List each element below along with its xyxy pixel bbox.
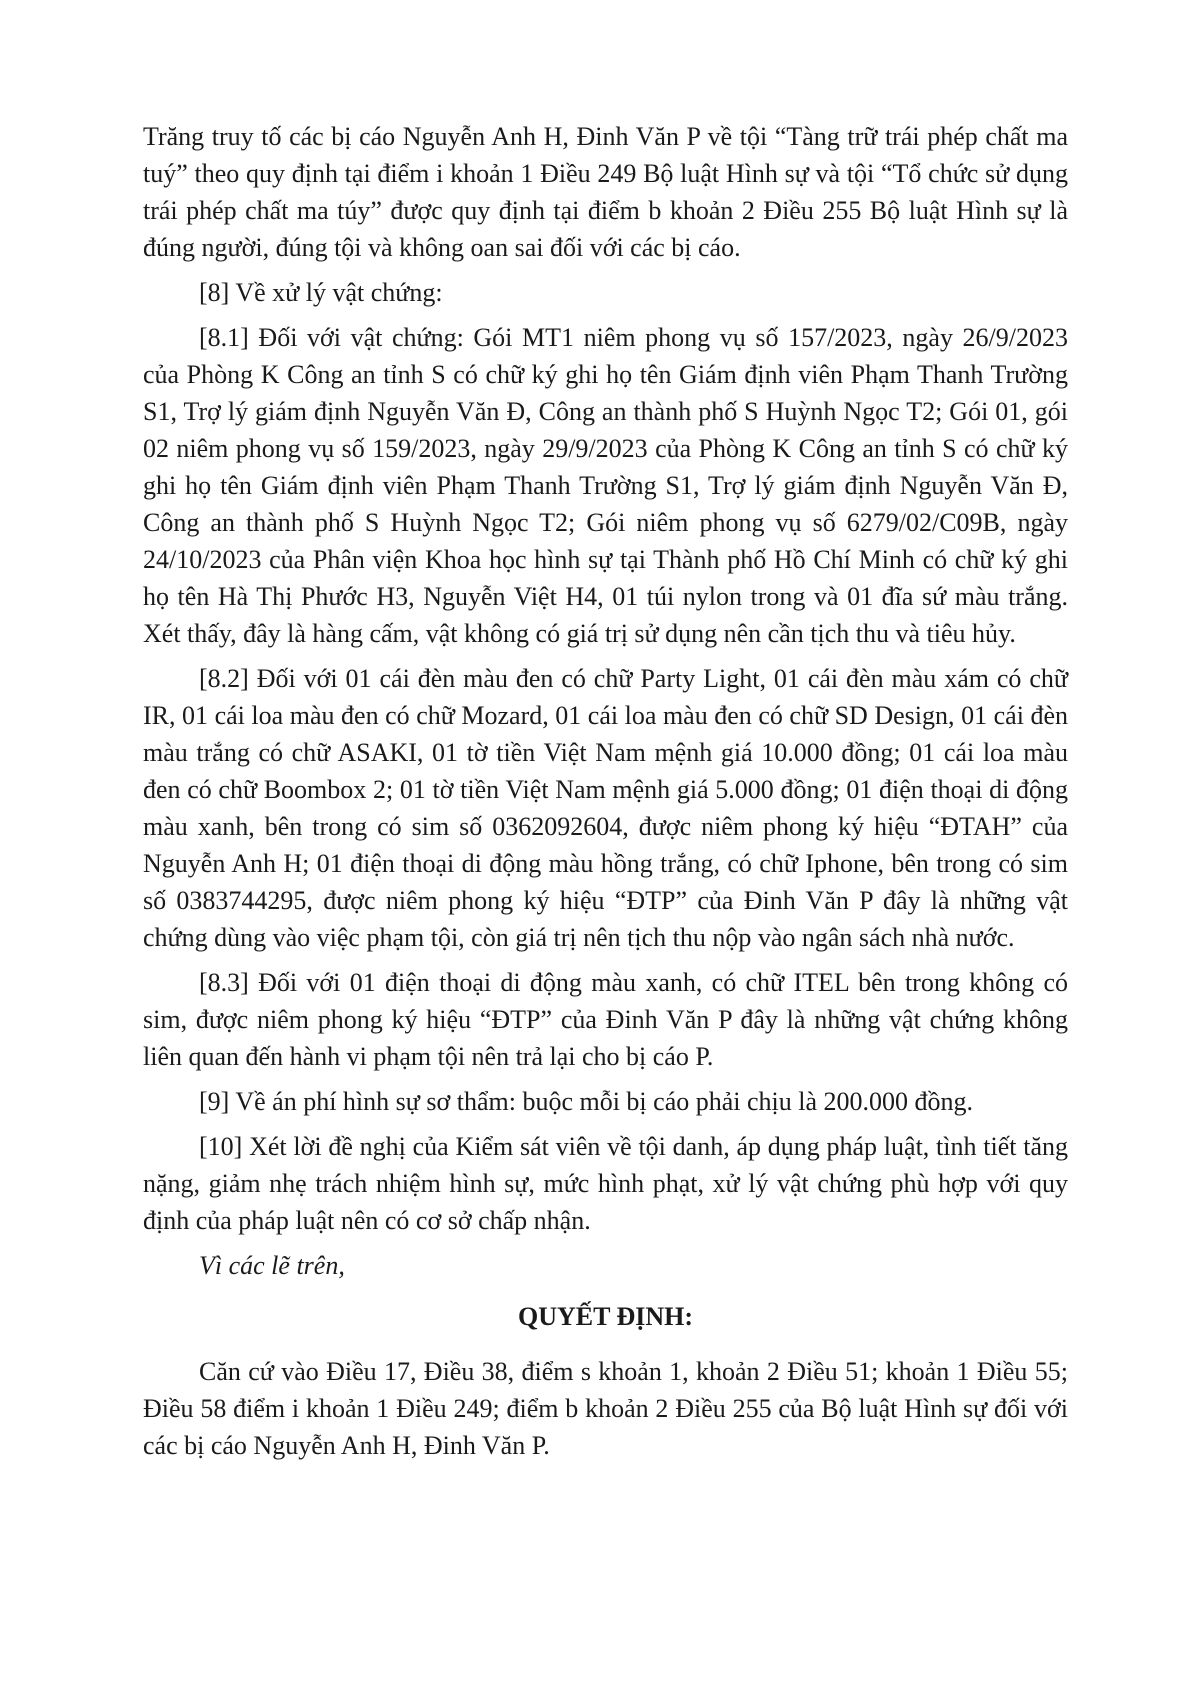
closing-phrase: Vì các lẽ trên, — [199, 1251, 345, 1280]
paragraph-decision-basis: Căn cứ vào Điều 17, Điều 38, điểm s khoản 1, khoản 2 Điều 51; khoản 1 Điều 55; Điều 58 điểm i khoản 1 Điều 249; điểm b khoản 2 Điều 255 của Bộ luật Hình sự đối với các bị cáo Nguyễn Anh H, Đinh Văn P. — [143, 1357, 1068, 1460]
decision-heading: QUYẾT ĐỊNH: — [517, 1302, 694, 1331]
paragraph-prosecution-conclusion: Trăng truy tố các bị cáo Nguyễn Anh H, Đinh Văn P về tội “Tàng trữ trái phép chất ma tuý” theo quy định tại điểm i khoản 1 Điều 249 Bộ luật Hình sự và tội “Tổ chức sử dụng trái phép chất ma túy” được quy định tại điểm b khoản 2 Điều 255 Bộ luật Hình sự là đúng người, đúng tội và không oan sai đối với các bị cáo. — [143, 122, 1068, 262]
paragraph-court-fees: [9] Về án phí hình sự sơ thẩm: buộc mỗi bị cáo phải chịu là 200.000 đồng. — [199, 1087, 974, 1116]
paragraph-evidence-8-3: [8.3] Đối với 01 điện thoại di động màu xanh, có chữ ITEL bên trong không có sim, được niêm phong ký hiệu “ĐTP” của Đinh Văn P đây là những vật chứng không liên quan đến hành vi phạm tội nên trả lại cho bị cáo P. — [143, 968, 1068, 1071]
document-page — [143, 118, 1068, 1472]
paragraph-evidence-8-2: [8.2] Đối với 01 cái đèn màu đen có chữ Party Light, 01 cái đèn màu xám có chữ IR, 01 cái loa màu đen có chữ Mozard, 01 cái loa màu đen có chữ SD Design, 01 cái đèn màu trắng có chữ ASAKI, 01 tờ tiền Việt Nam mệnh giá 10.000 đồng; 01 cái loa màu đen có chữ Boombox 2; 01 tờ tiền Việt Nam mệnh giá 5.000 đồng; 01 điện thoại di động màu xanh, bên trong có sim số 0362092604, được niêm phong ký hiệu “ĐTAH” của Nguyễn Anh H; 01 điện thoại di động màu hồng trắng, có chữ Iphone, bên trong có sim số 0383744295, được niêm phong ký hiệu “ĐTP” của Đinh Văn P đây là những vật chứng dùng vào việc phạm tội, còn giá trị nên tịch thu nộp vào ngân sách nhà nước. — [143, 664, 1068, 952]
paragraph-evidence-heading: [8] Về xử lý vật chứng: — [199, 278, 443, 307]
paragraph-prosecutor-proposal: [10] Xét lời đề nghị của Kiểm sát viên về tội danh, áp dụng pháp luật, tình tiết tăng nặng, giảm nhẹ trách nhiệm hình sự, mức hình phạt, xử lý vật chứng phù hợp với quy định của pháp luật nên có cơ sở chấp nhận. — [143, 1132, 1068, 1235]
paragraph-evidence-8-1: [8.1] Đối với vật chứng: Gói MT1 niêm phong vụ số 157/2023, ngày 26/9/2023 của Phòng K Công an tỉnh S có chữ ký ghi họ tên Giám định viên Phạm Thanh Trường S1, Trợ lý giám định Nguyễn Văn Đ, Công an thành phố S Huỳnh Ngọc T2; Gói 01, gói 02 niêm phong vụ số 159/2023, ngày 29/9/2023 của Phòng K Công an tỉnh S có chữ ký ghi họ tên Giám định viên Phạm Thanh Trường S1, Trợ lý giám định Nguyễn Văn Đ, Công an thành phố S Huỳnh Ngọc T2; Gói niêm phong vụ số 6279/02/C09B, ngày 24/10/2023 của Phân viện Khoa học hình sự tại Thành phố Hồ Chí Minh có chữ ký ghi họ tên Hà Thị Phước H3, Nguyễn Việt H4, 01 túi nylon trong và 01 đĩa sứ màu trắng. Xét thấy, đây là hàng cấm, vật không có giá trị sử dụng nên cần tịch thu và tiêu hủy. — [143, 323, 1068, 648]
